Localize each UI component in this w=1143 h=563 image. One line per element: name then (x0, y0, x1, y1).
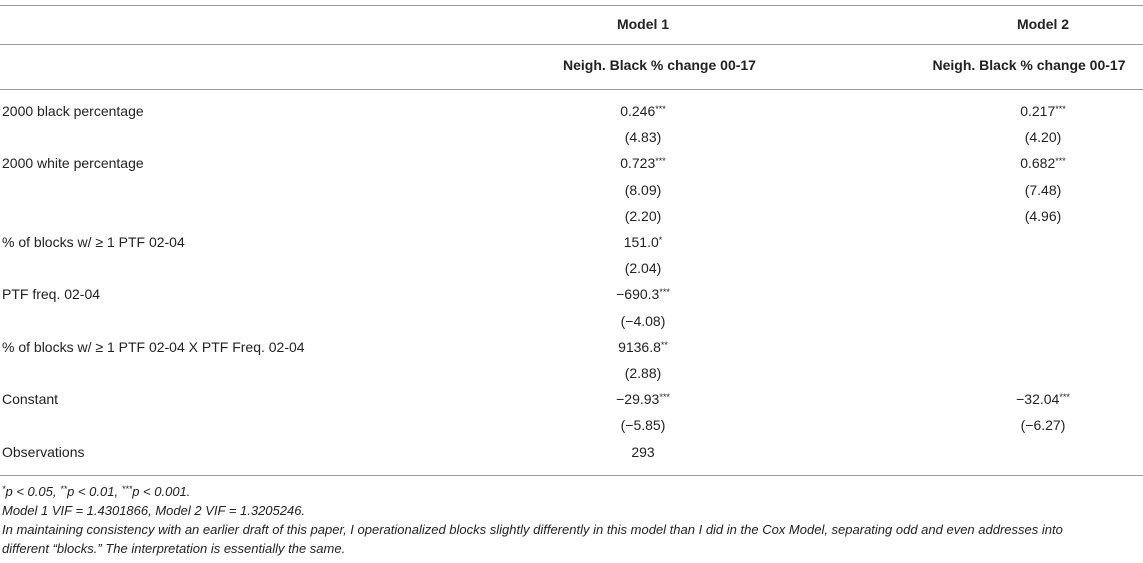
model1-cell (563, 444, 723, 460)
model2-cell (958, 417, 1128, 433)
row-label (2, 234, 185, 250)
model1-header: Model 1 (616, 16, 670, 32)
model1-cell-value: 151.0 (623, 234, 659, 250)
sig-marker-c: *** (121, 484, 133, 494)
model1-cell-value: (−5.85) (620, 417, 666, 433)
model1-cell (563, 417, 723, 433)
header-mid-rule (0, 44, 1143, 45)
table-bottom-rule (0, 475, 1143, 476)
vif-note: Model 1 VIF = 1.4301866, Model 2 VIF = 1.3205246. (2, 503, 306, 518)
model1-cell-significance: *** (655, 156, 666, 166)
row-label-value: 2000 white percentage (2, 155, 144, 171)
model2-cell (958, 182, 1128, 198)
model1-cell-value: (8.09) (624, 182, 662, 198)
row-label (2, 391, 58, 407)
model1-cell-significance: *** (659, 287, 670, 297)
row-label (2, 444, 84, 460)
model1-cell (563, 234, 723, 250)
row-label-value: % of blocks w/ ≥ 1 PTF 02-04 X PTF Freq. 02-04 (2, 339, 305, 355)
model1-cell (563, 208, 723, 224)
model2-cell-significance: *** (1059, 392, 1070, 402)
model2-cell-value: 0.682 (1020, 155, 1056, 171)
model1-cell-significance: *** (655, 104, 666, 114)
model1-cell-value: (4.83) (624, 129, 662, 145)
row-label-value: % of blocks w/ ≥ 1 PTF 02-04 (2, 234, 185, 250)
sig-marker-b: ** (60, 484, 68, 494)
row-label-value: PTF freq. 02-04 (2, 286, 101, 302)
model1-cell-value: (2.88) (624, 365, 662, 381)
blocks-note-line2: different “blocks.” The interpretation is essentially the same. (2, 541, 346, 556)
model2-cell-value: 0.217 (1020, 103, 1056, 119)
model1-cell-significance: * (658, 235, 663, 245)
row-label (2, 103, 144, 119)
model1-cell (563, 286, 723, 302)
row-label-value: Constant (2, 391, 59, 407)
model1-cell (563, 182, 723, 198)
model2-cell (958, 129, 1128, 145)
model2-cell-value: (7.48) (1024, 182, 1062, 198)
sig-text-c: p < 0.001. (132, 484, 191, 499)
model1-cell (563, 313, 723, 329)
model2-header: Model 2 (1016, 16, 1070, 32)
row-label-value: Observations (2, 444, 85, 460)
header-bottom-rule (0, 89, 1143, 90)
model2-cell (958, 208, 1128, 224)
model2-cell-significance: *** (1055, 156, 1066, 166)
model1-cell-value: (2.04) (624, 260, 662, 276)
top-rule (0, 5, 1143, 6)
row-label (2, 155, 144, 171)
model1-cell-value: 9136.8 (618, 339, 661, 355)
model1-cell (563, 339, 723, 355)
model1-cell-value: −690.3 (616, 286, 660, 302)
row-label (2, 339, 305, 355)
model2-cell (958, 103, 1128, 119)
model2-cell-significance: *** (1055, 104, 1066, 114)
row-label-value: 2000 black percentage (2, 103, 144, 119)
model1-cell (563, 365, 723, 381)
sig-marker-a: * (2, 484, 6, 494)
model1-cell-significance: ** (660, 340, 668, 350)
model2-cell-value: −32.04 (1016, 391, 1060, 407)
model1-cell-significance: *** (659, 392, 670, 402)
model1-cell-value: (2.20) (624, 208, 662, 224)
model2-cell (958, 155, 1128, 171)
model2-cell (958, 391, 1128, 407)
blocks-note-line1: In maintaining consistency with an earlier draft of this paper, I operationalized blocks slightly differently in this model than I did in the Cox Model, separating odd and even addresses into (2, 522, 1063, 537)
model1-cell-value: −29.93 (616, 391, 660, 407)
model1-cell (563, 129, 723, 145)
model2-dv-header: Neigh. Black % change 00-17 (932, 57, 1126, 73)
model1-cell (563, 260, 723, 276)
model2-cell-value: (−6.27) (1020, 417, 1066, 433)
model2-cell-value: (4.96) (1024, 208, 1062, 224)
model1-cell (563, 103, 723, 119)
model1-cell (563, 391, 723, 407)
model1-dv-header: Neigh. Black % change 00-17 (563, 57, 756, 73)
model1-cell-value: 0.246 (620, 103, 656, 119)
sig-text-a: p < 0.05, (5, 484, 61, 499)
sig-text-b: p < 0.01, (67, 484, 122, 499)
model1-cell-value: 293 (631, 444, 655, 460)
significance-note (2, 484, 190, 499)
model1-cell-value: 0.723 (620, 155, 656, 171)
model2-cell-value: (4.20) (1024, 129, 1062, 145)
model1-cell (563, 155, 723, 171)
row-label (2, 286, 100, 302)
model1-cell-value: (−4.08) (620, 313, 666, 329)
